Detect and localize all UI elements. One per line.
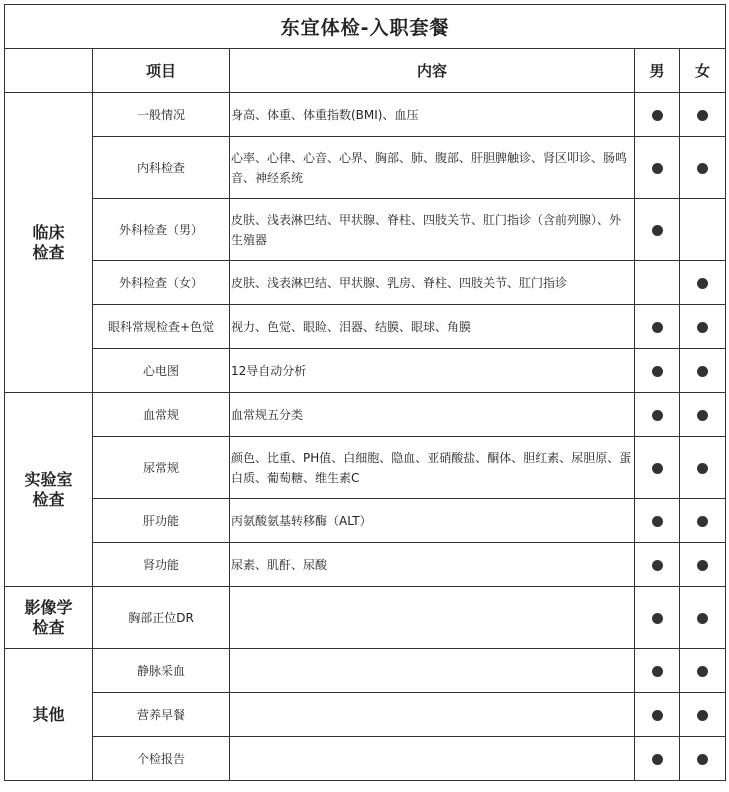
content-cell	[230, 693, 635, 737]
included-dot-icon	[652, 463, 663, 474]
table-row	[5, 543, 726, 587]
male-mark-cell	[635, 737, 680, 781]
title-row	[5, 5, 726, 49]
female-mark-cell	[680, 93, 726, 137]
item-cell: 外科检查（男）	[93, 199, 230, 261]
checkup-package-table	[4, 4, 726, 781]
content-cell: 皮肤、浅表淋巴结、甲状腺、乳房、脊柱、四肢关节、肛门指诊	[230, 261, 635, 305]
item-cell: 肾功能	[93, 543, 230, 587]
content-cell: 血常规五分类	[230, 393, 635, 437]
included-dot-icon	[697, 710, 708, 721]
male-mark-cell	[635, 693, 680, 737]
table-row	[5, 499, 726, 543]
included-dot-icon	[652, 613, 663, 624]
male-mark-cell	[635, 305, 680, 349]
included-dot-icon	[652, 163, 663, 174]
included-dot-icon	[697, 163, 708, 174]
content-cell: 皮肤、浅表淋巴结、甲状腺、脊柱、四肢关节、肛门指诊（含前列腺）、外生殖器	[230, 199, 635, 261]
item-cell: 外科检查（女）	[93, 261, 230, 305]
content-cell: 视力、色觉、眼睑、泪器、结膜、眼球、角膜	[230, 305, 635, 349]
header-female: 女	[680, 49, 726, 93]
content-cell	[230, 737, 635, 781]
included-dot-icon	[697, 463, 708, 474]
female-mark-cell	[680, 305, 726, 349]
item-cell: 尿常规	[93, 437, 230, 499]
male-mark-cell	[635, 499, 680, 543]
content-cell	[230, 649, 635, 693]
included-dot-icon	[697, 613, 708, 624]
female-mark-cell	[680, 137, 726, 199]
table-row	[5, 649, 726, 693]
female-mark-cell	[680, 261, 726, 305]
content-cell: 心率、心律、心音、心界、胸部、肺、腹部、肝胆脾触诊、肾区叩诊、肠鸣音、神经系统	[230, 137, 635, 199]
included-dot-icon	[697, 516, 708, 527]
male-mark-cell	[635, 349, 680, 393]
header-item: 项目	[93, 49, 230, 93]
included-dot-icon	[697, 366, 708, 377]
included-dot-icon	[697, 110, 708, 121]
male-mark-cell	[635, 199, 680, 261]
included-dot-icon	[697, 278, 708, 289]
item-cell: 个检报告	[93, 737, 230, 781]
item-cell: 营养早餐	[93, 693, 230, 737]
category-cell: 临床 检查	[5, 93, 93, 393]
item-cell: 血常规	[93, 393, 230, 437]
included-dot-icon	[697, 322, 708, 333]
female-mark-cell	[680, 587, 726, 649]
included-dot-icon	[652, 322, 663, 333]
table-row	[5, 261, 726, 305]
content-cell: 12导自动分析	[230, 349, 635, 393]
item-cell: 心电图	[93, 349, 230, 393]
table-row	[5, 305, 726, 349]
category-cell: 其他	[5, 649, 93, 781]
included-dot-icon	[697, 754, 708, 765]
table-row	[5, 693, 726, 737]
female-mark-cell	[680, 499, 726, 543]
header-category	[5, 49, 93, 93]
included-dot-icon	[652, 366, 663, 377]
male-mark-cell	[635, 649, 680, 693]
package-title: 东宜体检-入职套餐	[5, 5, 726, 49]
included-dot-icon	[652, 516, 663, 527]
female-mark-cell	[680, 199, 726, 261]
item-cell: 胸部正位DR	[93, 587, 230, 649]
male-mark-cell	[635, 137, 680, 199]
item-cell: 一般情况	[93, 93, 230, 137]
included-dot-icon	[652, 754, 663, 765]
table-body	[5, 5, 726, 781]
table-row	[5, 393, 726, 437]
table-row	[5, 349, 726, 393]
header-row	[5, 49, 726, 93]
header-male: 男	[635, 49, 680, 93]
female-mark-cell	[680, 393, 726, 437]
included-dot-icon	[652, 410, 663, 421]
male-mark-cell	[635, 587, 680, 649]
content-cell: 丙氨酸氨基转移酶（ALT）	[230, 499, 635, 543]
item-cell: 静脉采血	[93, 649, 230, 693]
male-mark-cell	[635, 437, 680, 499]
table-row	[5, 437, 726, 499]
table-row	[5, 93, 726, 137]
content-cell	[230, 587, 635, 649]
content-cell: 身高、体重、体重指数(BMI)、血压	[230, 93, 635, 137]
included-dot-icon	[652, 225, 663, 236]
item-cell: 眼科常规检查+色觉	[93, 305, 230, 349]
category-cell: 实验室 检查	[5, 393, 93, 587]
female-mark-cell	[680, 437, 726, 499]
included-dot-icon	[652, 710, 663, 721]
female-mark-cell	[680, 737, 726, 781]
header-content: 内容	[230, 49, 635, 93]
included-dot-icon	[697, 560, 708, 571]
male-mark-cell	[635, 543, 680, 587]
table-row	[5, 737, 726, 781]
category-cell: 影像学 检查	[5, 587, 93, 649]
included-dot-icon	[697, 666, 708, 677]
male-mark-cell	[635, 393, 680, 437]
male-mark-cell	[635, 261, 680, 305]
content-cell: 尿素、肌酐、尿酸	[230, 543, 635, 587]
female-mark-cell	[680, 349, 726, 393]
included-dot-icon	[652, 560, 663, 571]
included-dot-icon	[652, 110, 663, 121]
female-mark-cell	[680, 693, 726, 737]
included-dot-icon	[697, 410, 708, 421]
table-row	[5, 587, 726, 649]
table-row	[5, 137, 726, 199]
female-mark-cell	[680, 649, 726, 693]
female-mark-cell	[680, 543, 726, 587]
content-cell: 颜色、比重、PH值、白细胞、隐血、亚硝酸盐、酮体、胆红素、尿胆原、蛋白质、葡萄糖、维生素C	[230, 437, 635, 499]
male-mark-cell	[635, 93, 680, 137]
table-row	[5, 199, 726, 261]
item-cell: 肝功能	[93, 499, 230, 543]
included-dot-icon	[652, 666, 663, 677]
item-cell: 内科检查	[93, 137, 230, 199]
